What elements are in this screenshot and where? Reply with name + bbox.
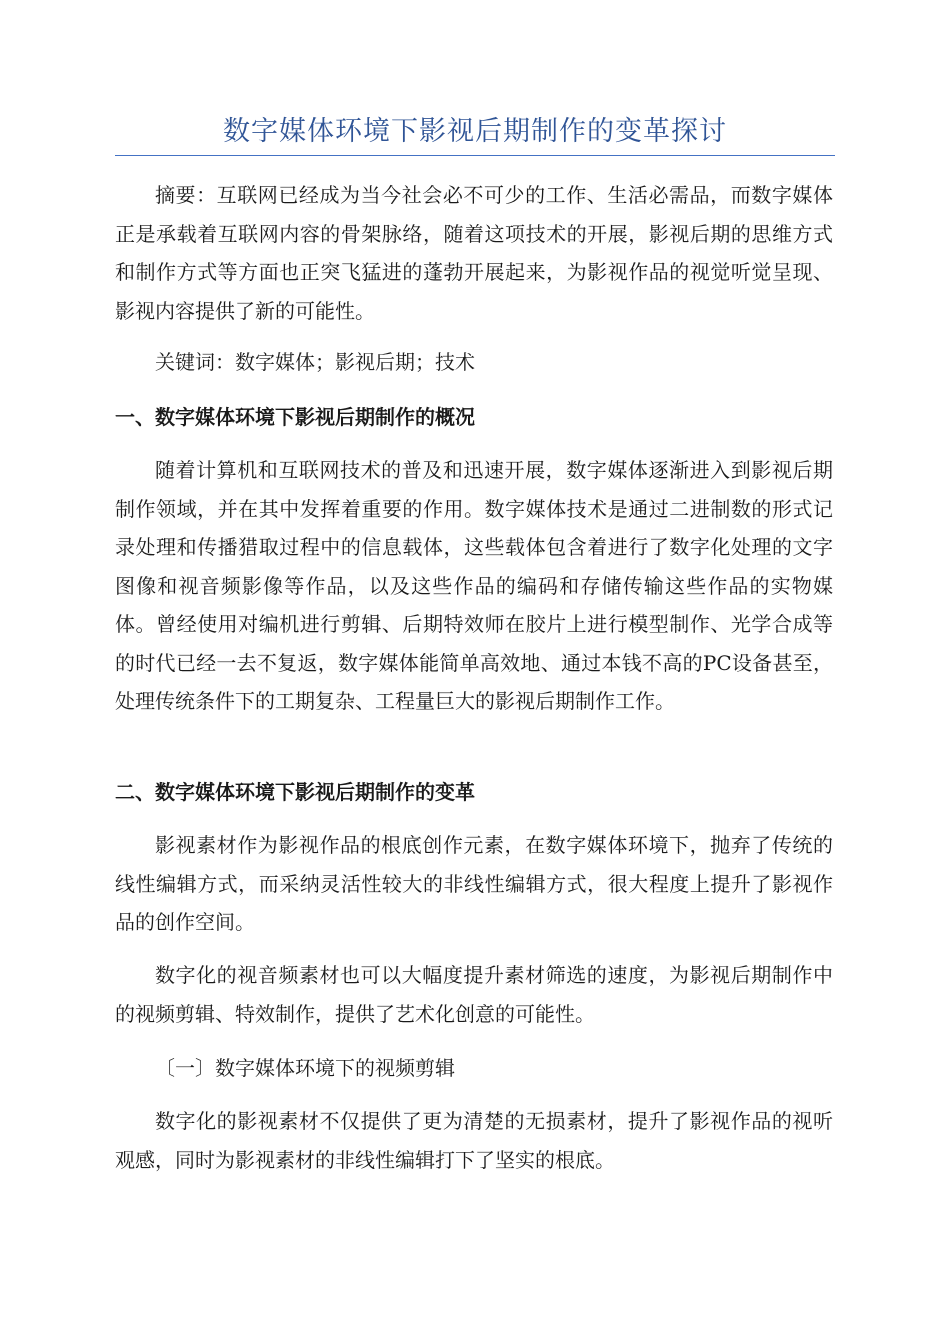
document-title: 数字媒体环境下影视后期制作的变革探讨 bbox=[223, 116, 727, 147]
subsection-paragraph: 数字化的影视素材不仅提供了更为清楚的无损素材，提升了影视作品的视听观感，同时为影视素材的非线性编辑打下了坚实的根底。 bbox=[115, 1109, 833, 1172]
abstract-paragraph: 摘要：互联网已经成为当今社会必不可少的工作、生活必需品，而数字媒体正是承载着互联网内容的骨架脉络，随着这项技术的开展，影视后期的思维方式和制作方式等方面也正突飞猛进的蓬勃开展起来，为影视作品的视觉听觉呈现、影视内容提供了新的可能性。 bbox=[115, 183, 833, 323]
section-2-heading: 二、数字媒体环境下影视后期制作的变革 bbox=[115, 780, 475, 804]
keywords-line: 关键词：数字媒体；影视后期；技术 bbox=[155, 350, 475, 374]
section-1-paragraph: 随着计算机和互联网技术的普及和迅速开展，数字媒体逐渐进入到影视后期制作领域，并在其中发挥着重要的作用。数字媒体技术是通过二进制数的形式记录处理和传播猎取过程中的信息载体，这些载体包含着进行了数字化处理的文字图像和视音频影像等作品，以及这些作品的编码和存储传输这些作品的实物媒体。曾经使用对编机进行剪辑、后期特效师在胶片上进行模型制作、光学合成等的时代已经一去不复返，数字媒体能简单高效地、通过本钱不高的PC设备甚至，处理传统条件下的工期复杂、工程量巨大的影视后期制作工作。 bbox=[115, 458, 833, 713]
section-2-paragraph-1: 影视素材作为影视作品的根底创作元素，在数字媒体环境下，抛弃了传统的线性编辑方式，而采纳灵活性较大的非线性编辑方式，很大程度上提升了影视作品的创作空间。 bbox=[115, 833, 833, 934]
section-2-paragraph-2: 数字化的视音频素材也可以大幅度提升素材筛选的速度，为影视后期制作中的视频剪辑、特效制作，提供了艺术化创意的可能性。 bbox=[115, 963, 833, 1026]
subsection-heading: 〔一〕数字媒体环境下的视频剪辑 bbox=[155, 1056, 455, 1080]
section-1-heading: 一、数字媒体环境下影视后期制作的概况 bbox=[115, 405, 475, 429]
title-divider bbox=[115, 155, 835, 156]
